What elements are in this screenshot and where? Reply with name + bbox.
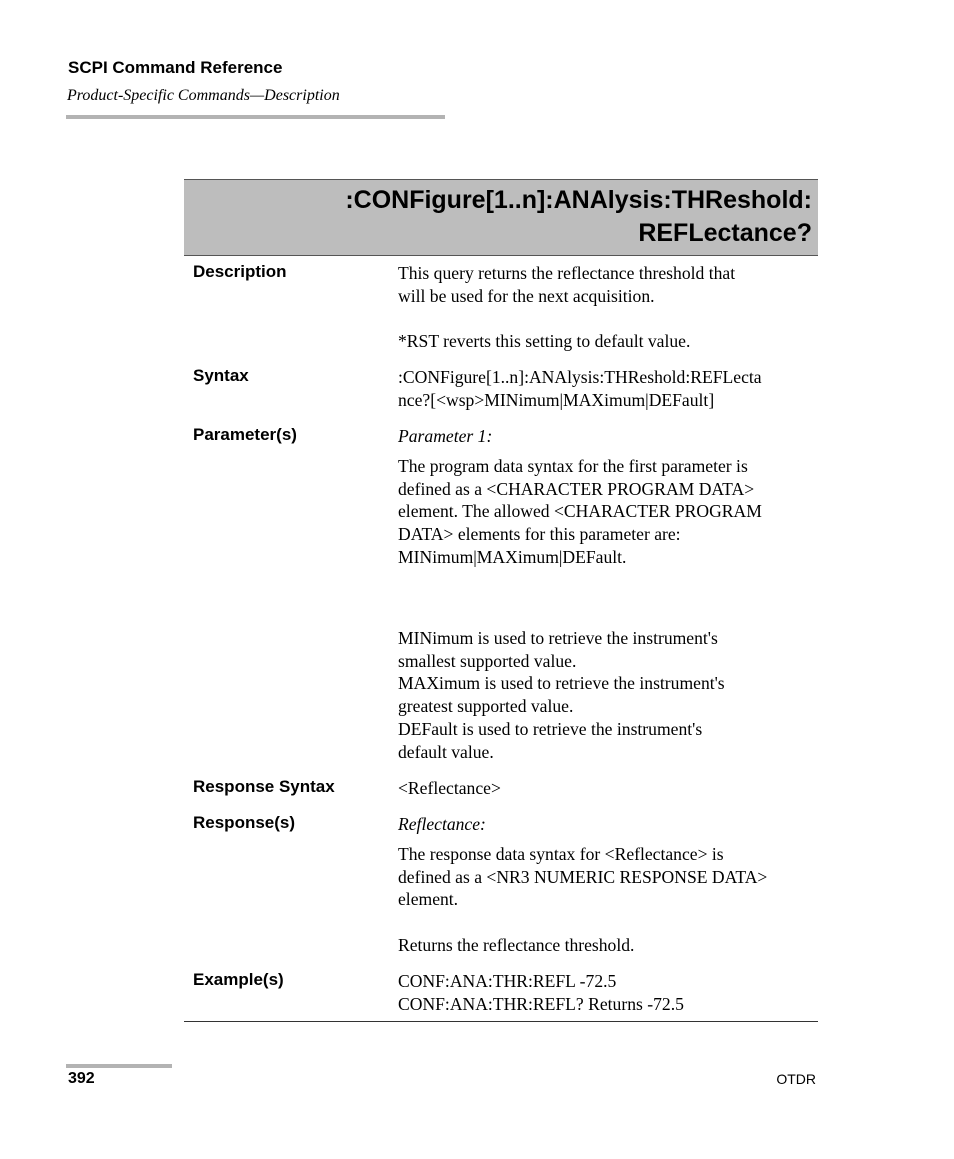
description-text [398, 262, 818, 353]
product-name: OTDR [776, 1071, 816, 1087]
response-syntax-label: Response Syntax [193, 777, 335, 796]
parameter-line: element. The allowed <CHARACTER PROGRAM [398, 501, 762, 522]
header-title: SCPI Command Reference [68, 58, 283, 77]
example-line: CONF:ANA:THR:REFL -72.5 [398, 971, 617, 991]
syntax-text [398, 366, 818, 411]
table-bottom-rule [184, 1021, 818, 1022]
parameters-label: Parameter(s) [193, 425, 297, 444]
command-title [345, 184, 812, 250]
syntax-line: nce?[<wsp>MINimum|MAXimum|DEFault] [398, 389, 715, 410]
parameter-value-line: MAXimum is used to retrieve the instrument's [398, 673, 725, 694]
parameter-value-line: default value. [398, 741, 494, 762]
command-title-box [184, 179, 818, 256]
page-number: 392 [68, 1070, 95, 1087]
parameter-description [398, 455, 818, 569]
parameter-values-description [398, 627, 818, 763]
syntax-label: Syntax [193, 366, 249, 385]
footer-divider [66, 1064, 172, 1068]
command-title-line-2: REFLectance? [638, 219, 812, 247]
examples-label: Example(s) [193, 970, 284, 989]
responses-label: Response(s) [193, 813, 296, 832]
examples-text [398, 970, 818, 1015]
response-line: element. [398, 889, 459, 910]
response-title: Reflectance: [398, 814, 486, 834]
response-syntax-value: <Reflectance> [398, 778, 501, 798]
parameter-value-line: DEFault is used to retrieve the instrument's [398, 718, 703, 739]
response-line: Returns the reflectance threshold. [398, 934, 635, 955]
parameter-line: The program data syntax for the first parameter is [398, 456, 748, 476]
command-title-line-1: :CONFigure[1..n]:ANAlysis:THReshold: [345, 186, 812, 214]
description-label: Description [193, 262, 287, 281]
response-line: defined as a <NR3 NUMERIC RESPONSE DATA> [398, 866, 768, 887]
parameter-line: defined as a <CHARACTER PROGRAM DATA> [398, 478, 755, 499]
parameter-value-line: greatest supported value. [398, 696, 574, 717]
description-line: *RST reverts this setting to default value. [398, 331, 691, 352]
description-line: This query returns the reflectance threshold that [398, 263, 736, 283]
parameter-value-line: MINimum is used to retrieve the instrument's [398, 628, 718, 648]
response-line: The response data syntax for <Reflectance> is [398, 844, 724, 864]
syntax-line: :CONFigure[1..n]:ANAlysis:THReshold:REFLecta [398, 367, 762, 387]
response-description [398, 843, 818, 957]
parameter-line: DATA> elements for this parameter are: [398, 524, 681, 545]
example-line: CONF:ANA:THR:REFL? Returns -72.5 [398, 993, 684, 1014]
header-subtitle: Product-Specific Commands—Description [67, 87, 340, 104]
header-divider [66, 115, 445, 119]
parameter-value-line: smallest supported value. [398, 650, 577, 671]
parameter-title: Parameter 1: [398, 426, 493, 446]
parameter-line: MINimum|MAXimum|DEFault. [398, 546, 627, 567]
description-line: will be used for the next acquisition. [398, 285, 655, 306]
